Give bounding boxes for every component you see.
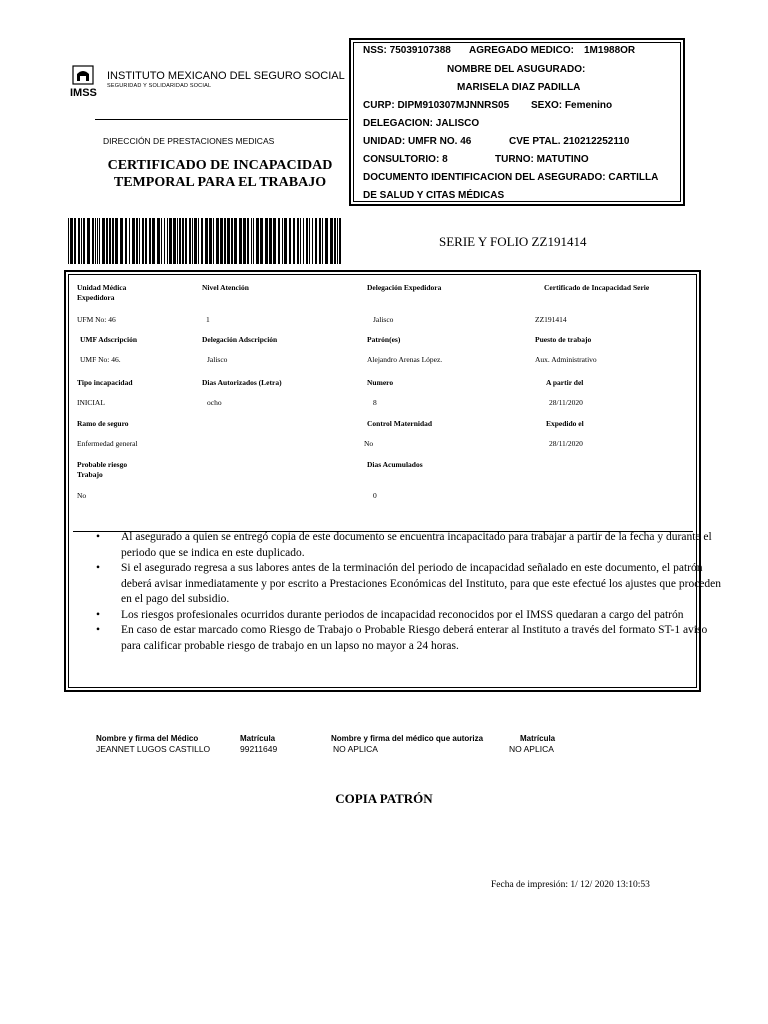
institute-tagline: SEGURIDAD Y SOLIDARIDAD SOCIAL <box>107 83 212 89</box>
barcode-bar <box>330 218 333 264</box>
barcode-bar <box>213 218 214 264</box>
barcode-bar <box>339 218 341 264</box>
barcode-bar <box>136 218 138 264</box>
barcode-bar <box>269 218 272 264</box>
barcode-bar <box>289 218 291 264</box>
value-delegacion-adscripcion: Jalisco <box>207 355 228 364</box>
medico-name: JEANNET LUGOS CASTILLO <box>96 744 211 754</box>
autoriza-name: NO APLICA <box>333 744 378 754</box>
barcode-bar <box>243 218 246 264</box>
value-delegacion-expedidora: Jalisco <box>373 315 394 324</box>
barcode-bar <box>109 218 111 264</box>
label-delegacion-expedidora: Delegación Expedidora <box>367 283 442 292</box>
header-divider <box>95 119 348 120</box>
barcode-bar <box>194 218 197 264</box>
value-unidad-medica: UFM No: 46 <box>77 315 116 324</box>
value-ramo-seguro: Enfermedad general <box>77 439 138 448</box>
label-dias-acumulados: Dias Acumulados <box>367 460 423 469</box>
barcode-bar <box>322 218 323 264</box>
value-certificado-serie: ZZ191414 <box>535 315 567 324</box>
barcode-bar <box>152 218 155 264</box>
barcode-bar <box>142 218 144 264</box>
note-item: • Si el asegurado regresa a sus labores antes de la terminación del periodo de incapacidad señalado en este documento, el patrón deberá avisar inmediatamente y por escrito a Prestaciones Económicas del Instituto, para que este efectué los ajustes que proceden en el pago del subsidio. <box>121 561 726 608</box>
value-expedido-el: 28/11/2020 <box>549 439 583 448</box>
barcode-bar <box>179 218 181 264</box>
barcode-bar <box>309 218 310 264</box>
barcode-bar <box>177 218 178 264</box>
barcode-bar <box>278 218 280 264</box>
barcode-bar <box>231 218 233 264</box>
value-umf-adscripcion: UMF No: 46. <box>80 355 121 364</box>
agregado-value: 1M1988OR <box>584 45 636 56</box>
turno: TURNO: MATUTINO <box>495 154 589 165</box>
barcode-bar <box>253 218 254 264</box>
barcode-bar <box>182 218 184 264</box>
label-numero: Numero <box>367 378 394 387</box>
label-a-partir-del: A partir del <box>546 378 584 387</box>
barcode-bar <box>129 218 130 264</box>
label-puesto-trabajo: Puesto de trabajo <box>535 335 592 344</box>
value-tipo-incapacidad: INICIAL <box>77 398 105 407</box>
value-nivel-atencion: 1 <box>206 315 210 324</box>
matricula-value: 99211649 <box>240 744 278 754</box>
insured-info-box <box>349 38 685 206</box>
barcode-bar <box>132 218 135 264</box>
label-nivel-atencion: Nivel Atención <box>202 283 249 292</box>
delegacion: DELEGACION: JALISCO <box>363 118 480 129</box>
certificate-title <box>90 157 350 191</box>
label-expedido-el: Expedido el <box>546 419 584 428</box>
barcode-bar <box>224 218 226 264</box>
label-control-maternidad: Control Maternidad <box>367 419 433 428</box>
label-delegacion-adscripcion: Delegación Adscripción <box>202 335 278 344</box>
barcode-bar <box>216 218 219 264</box>
barcode-bar <box>227 218 230 264</box>
barcode-bar <box>282 218 283 264</box>
barcode-bar <box>169 218 172 264</box>
doc-id-line-2: DE SALUD Y CITAS MÉDICAS <box>363 190 505 201</box>
value-probable-riesgo: No <box>77 491 87 500</box>
matricula2-label: Matrícula <box>520 734 556 743</box>
value-dias-acumulados: 0 <box>373 491 377 500</box>
barcode-bar <box>306 218 308 264</box>
barcode-bar <box>139 218 140 264</box>
barcode-bar <box>239 218 242 264</box>
serie-folio: SERIE Y FOLIO ZZ191414 <box>439 234 587 249</box>
barcode-bar <box>256 218 259 264</box>
barcode-bar <box>102 218 105 264</box>
value-a-partir-del: 28/11/2020 <box>549 398 583 407</box>
medico-label: Nombre y firma del Médico <box>96 734 199 743</box>
barcode-bar <box>149 218 151 264</box>
barcode-bar <box>201 218 203 264</box>
copia-patron: COPIA PATRÓN <box>335 791 433 806</box>
value-puesto-trabajo: Aux. Administrativo <box>535 355 597 364</box>
barcode-bar <box>115 218 118 264</box>
notes-list <box>80 530 726 654</box>
barcode-bar <box>74 218 76 264</box>
note-item: • En caso de estar marcado como Riesgo de Trabajo o Probable Riesgo deberá enterar al Instituto a través del formato ST-1 aviso para calificar probable riesgo de trabajo en un lapso no mayor a 24 horas. <box>121 623 726 654</box>
barcode-bar <box>70 218 73 264</box>
value-dias-autorizados: ocho <box>207 398 222 407</box>
barcode-bar <box>209 218 212 264</box>
value-control-maternidad: No <box>364 439 374 448</box>
barcode-bar <box>251 218 252 264</box>
barcode-bar <box>247 218 249 264</box>
imss-logo <box>70 65 102 99</box>
barcode-bar <box>78 218 80 264</box>
label-ramo-seguro: Ramo de seguro <box>77 419 129 428</box>
matricula-label: Matrícula <box>240 734 276 743</box>
institute-name: INSTITUTO MEXICANO DEL SEGURO SOCIAL <box>107 70 345 82</box>
barcode-bar <box>303 218 304 264</box>
barcode-bar <box>120 218 123 264</box>
barcode-bar <box>95 218 96 264</box>
barcode-bar <box>284 218 287 264</box>
doc-id-line-1: DOCUMENTO IDENTIFICACION DEL ASEGURADO: CARTILLA <box>363 172 659 183</box>
barcode-bar <box>192 218 193 264</box>
matricula2-value: NO APLICA <box>509 744 554 754</box>
autoriza-label: Nombre y firma del médico que autoriza <box>331 734 484 743</box>
barcode-bar <box>167 218 168 264</box>
barcode-bar <box>97 218 98 264</box>
consultorio: CONSULTORIO: 8 <box>363 154 448 165</box>
barcode-bar <box>99 218 100 264</box>
barcode-bar <box>260 218 263 264</box>
barcode-bar <box>125 218 127 264</box>
barcode-bar <box>164 218 165 264</box>
note-item: • Los riesgos profesionales ocurridos durante periodos de incapacidad reconocidos por el IMSS quedaran a cargo del patrón <box>121 608 726 624</box>
barcode-bar <box>112 218 114 264</box>
barcode-bar <box>81 218 82 264</box>
direction-label: DIRECCIÓN DE PRESTACIONES MEDICAS <box>103 136 275 146</box>
barcode-bar <box>83 218 85 264</box>
barcode <box>68 218 344 264</box>
cve-ptal: CVE PTAL. 210212252110 <box>509 136 630 147</box>
label-unidad-medica: Unidad Médica Expedidora <box>77 283 127 302</box>
title-line-1: CERTIFICADO DE INCAPACIDAD <box>107 158 333 173</box>
insured-name-label: NOMBRE DEL ASUGURADO: <box>447 64 586 75</box>
barcode-bar <box>87 218 90 264</box>
label-certificado-serie: Certificado de Incapacidad Serie <box>544 283 650 292</box>
barcode-bar <box>293 218 295 264</box>
barcode-bar <box>315 218 317 264</box>
curp: CURP: DIPM910307MJNNRS05 <box>363 100 510 111</box>
fecha-impresion: Fecha de impresión: 1/ 12/ 2020 13:10:53 <box>491 880 650 890</box>
barcode-bar <box>300 218 301 264</box>
label-tipo-incapacidad: Tipo incapacidad <box>77 378 133 387</box>
barcode-bar <box>92 218 94 264</box>
barcode-bar <box>198 218 199 264</box>
barcode-bar <box>185 218 187 264</box>
barcode-bar <box>297 218 299 264</box>
barcode-bar <box>189 218 191 264</box>
insured-name: MARISELA DIAZ PADILLA <box>457 82 581 93</box>
barcode-bar <box>205 218 208 264</box>
title-line-2: TEMPORAL PARA EL TRABAJO <box>113 175 327 190</box>
barcode-bar <box>106 218 108 264</box>
barcode-bar <box>157 218 160 264</box>
barcode-bar <box>334 218 336 264</box>
barcode-bar <box>68 218 69 264</box>
label-umf-adscripcion: UMF Adscripción <box>80 335 138 344</box>
note-item: • Al asegurado a quien se entregó copia de este documento se encuentra incapacitado para trabajar a partir de la fecha y durante el periodo que se indica en este duplicado. <box>121 530 726 561</box>
value-patron: Alejandro Arenas López. <box>367 355 443 364</box>
label-patron: Patrón(es) <box>367 335 401 344</box>
value-numero: 8 <box>373 398 377 407</box>
agregado-label: AGREGADO MEDICO: <box>469 45 574 56</box>
sexo: SEXO: Femenino <box>531 100 613 111</box>
barcode-bar <box>145 218 147 264</box>
barcode-bar <box>173 218 176 264</box>
nss: NSS: 75039107388 <box>363 45 451 56</box>
logo-text: IMSS <box>70 87 97 99</box>
barcode-bar <box>273 218 276 264</box>
label-probable-riesgo: Probable riesgo Trabajo <box>77 460 128 479</box>
label-dias-autorizados: Dias Autorizados (Letra) <box>202 378 282 387</box>
unidad: UNIDAD: UMFR NO. 46 <box>363 136 472 147</box>
barcode-bar <box>265 218 268 264</box>
barcode-bar <box>319 218 321 264</box>
barcode-bar <box>312 218 313 264</box>
barcode-bar <box>220 218 223 264</box>
barcode-bar <box>234 218 237 264</box>
barcode-bar <box>325 218 328 264</box>
barcode-bar <box>337 218 338 264</box>
barcode-bar <box>161 218 162 264</box>
